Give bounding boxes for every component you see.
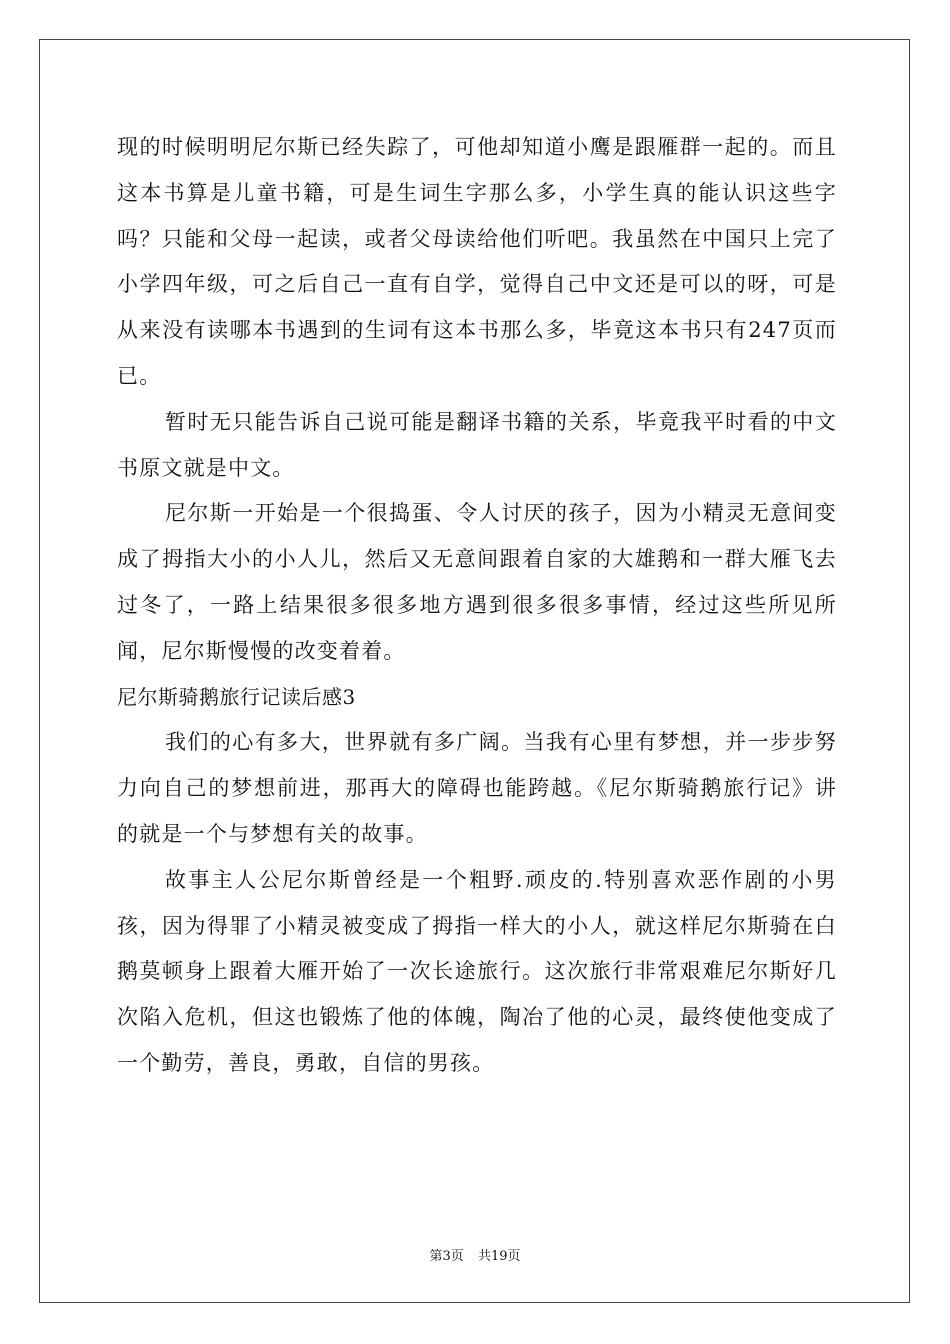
section-heading: 尼尔斯骑鹅旅行记读后感3: [117, 684, 356, 709]
paragraph-continuation: 现的时候明明尼尔斯已经失踪了，可他却知道小鹰是跟雁群一起的。而且这本书算是儿童书籍，可是生词生字那么多，小学生真的能认识这些字吗？只能和父母一起读，或者父母读给他们听吧。我虽然在中国只上完了小学四年级，可之后自己一直有自学，觉得自己中文还是可以的呀，可是从来没有读哪本书遇到的生词有这本书那么多，毕竟这本书只有247页而已。: [117, 135, 837, 388]
paragraph: 暂时无只能告诉自己说可能是翻译书籍的关系，毕竟我平时看的中文书原文就是中文。: [117, 409, 837, 480]
page-footer: [0, 1245, 950, 1264]
page-number: 第3页: [429, 1249, 464, 1264]
paragraph: 我们的心有多大，世界就有多广阔。当我有心里有梦想，并一步步努力向自己的梦想前进，那再大的障碍也能跨越。《尼尔斯骑鹅旅行记》讲的就是一个与梦想有关的故事。: [117, 730, 837, 846]
paragraph: 故事主人公尼尔斯曾经是一个粗野.顽皮的.特别喜欢恶作剧的小男孩，因为得罪了小精灵被变成了拇指一样大的小人，就这样尼尔斯骑在白鹅莫顿身上跟着大雁开始了一次长途旅行。这次旅行非常艰难尼尔斯好几次陷入危机，但这也锻炼了他的体魄，陶冶了他的心灵，最终使他变成了一个勤劳，善良，勇敢，自信的男孩。: [117, 867, 837, 1075]
paragraph: 尼尔斯一开始是一个很捣蛋、令人讨厌的孩子，因为小精灵无意间变成了拇指大小的小人儿，然后又无意间跟着自家的大雄鹅和一群大雁飞去过冬了，一路上结果很多很多地方遇到很多很多事情，经过这些所见所闻，尼尔斯慢慢的改变着着。: [117, 501, 837, 663]
total-pages: 共19页: [477, 1249, 521, 1264]
document-body: [117, 125, 837, 1087]
